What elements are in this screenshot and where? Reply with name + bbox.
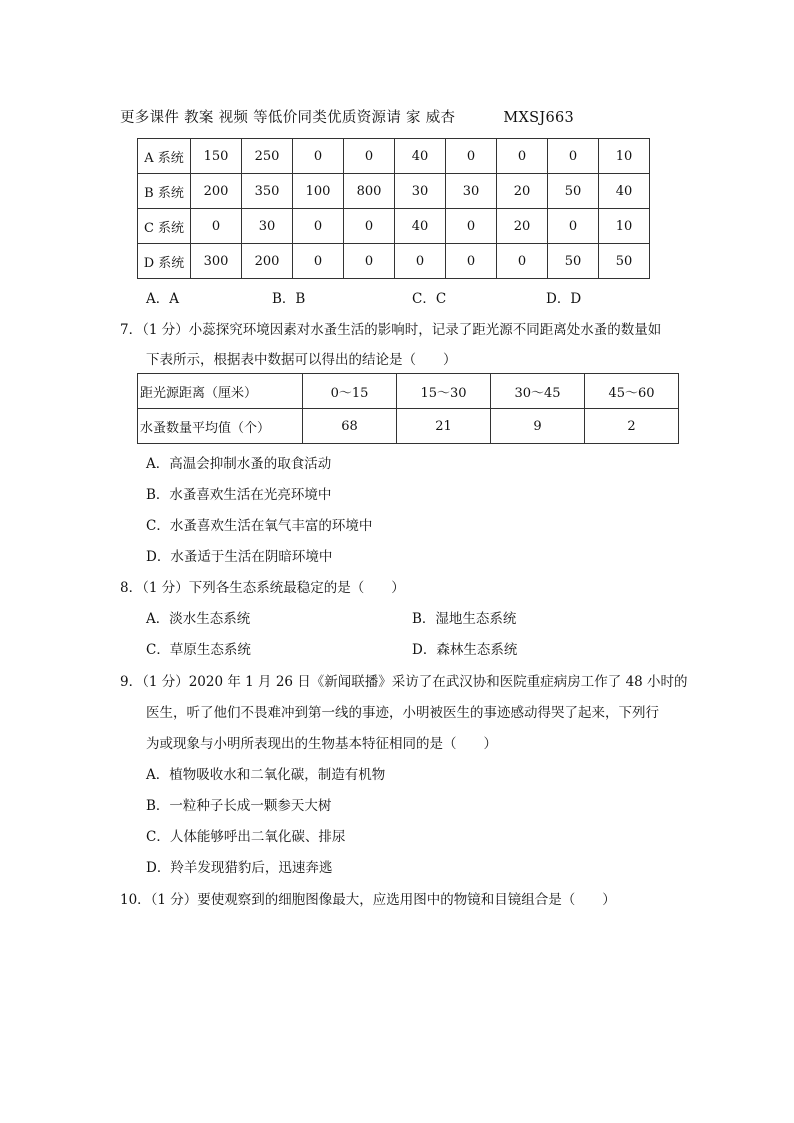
table-cell: 0 [446,244,497,279]
table-row [138,139,650,174]
table-cell: 30 [395,174,446,209]
table-row [138,244,650,279]
table-cell: 50 [599,244,650,279]
table-cell: 20 [497,209,548,244]
row-label: A 系统 [138,139,191,174]
table-cell: 800 [344,174,395,209]
table-cell: 0 [548,209,599,244]
q8-stem: 8．（1 分）下列各生态系统最稳定的是（ ） [120,580,405,596]
q6-option-d: D．D [546,291,582,307]
water-flea-table [137,373,679,444]
q6-option-a: A．A [146,291,179,307]
q8-option-c: C．草原生态系统 [146,642,251,658]
table-cell: 250 [242,139,293,174]
q7-option-b: B．水蚤喜欢生活在光亮环境中 [146,487,332,503]
table-cell: 0 [344,139,395,174]
q9-stem-line2: 医生，听了他们不畏难冲到第一线的事迹，小明被医生的事迹感动得哭了起来，下列行 [146,705,659,721]
q9-stem-line3: 为或现象与小明所表现出的生物基本特征相同的是（ ） [146,736,497,752]
q9-option-d: D．羚羊发现猎豹后，迅速奔逃 [146,860,333,876]
q7-stem-line1: 7．（1 分）小蕊探究环境因素对水蚤生活的影响时，记录了距光源不同距离处水蚤的数量如 [120,322,662,338]
table-cell: 0 [497,244,548,279]
ecosystem-table [137,138,650,279]
q7-option-c: C．水蚤喜欢生活在氧气丰富的环境中 [146,518,373,534]
table-cell: 0 [293,139,344,174]
table-cell: 20 [497,174,548,209]
q7-option-a: A．高温会抑制水蚤的取食活动 [146,456,332,472]
table-cell: 150 [191,139,242,174]
table-cell: 0 [293,244,344,279]
table-row [138,209,650,244]
q10-stem: 10．（1 分）要使观察到的细胞图像最大，应选用图中的物镜和目镜组合是（ ） [120,892,616,908]
table-cell: 0 [395,244,446,279]
t2-header-0: 距光源距离（厘米） [138,374,303,409]
q8-option-b: B．湿地生态系统 [412,611,517,627]
q7-option-d: D．水蚤适于生活在阴暗环境中 [146,549,333,565]
row-label: D 系统 [138,244,191,279]
table-cell: 100 [293,174,344,209]
header-text: 更多课件 教案 视频 等低价同类优质资源请 家 威杏 [120,110,456,126]
row-label: B 系统 [138,174,191,209]
q7-stem-line2: 下表所示，根据表中数据可以得出的结论是（ ） [146,352,457,368]
table-cell: 10 [599,209,650,244]
table-cell: 0 [446,139,497,174]
table-cell: 40 [599,174,650,209]
header-code: MXSJ663 [503,110,575,126]
table-cell: 0 [344,244,395,279]
row-label: C 系统 [138,209,191,244]
table-cell: 0 [191,209,242,244]
table-cell: 0 [446,209,497,244]
t2-header-3: 30～45 [491,374,585,409]
q6-option-c: C．C [412,291,447,307]
t2-cell-1: 68 [303,409,397,444]
t2-cell-0: 水蚤数量平均值（个） [138,409,303,444]
page-header [120,106,574,127]
t2-cell-2: 21 [397,409,491,444]
table-cell: 40 [395,139,446,174]
table-cell: 50 [548,244,599,279]
t2-cell-3: 9 [491,409,585,444]
table-cell: 30 [242,209,293,244]
table-cell: 50 [548,174,599,209]
q9-option-b: B．一粒种子长成一颗参天大树 [146,798,332,814]
table-cell: 40 [395,209,446,244]
table-cell: 0 [344,209,395,244]
table-cell: 350 [242,174,293,209]
table-cell: 0 [548,139,599,174]
table-cell: 30 [446,174,497,209]
q8-option-d: D．森林生态系统 [412,642,518,658]
table-cell: 0 [497,139,548,174]
table-cell: 300 [191,244,242,279]
t2-header-1: 0～15 [303,374,397,409]
table-cell: 200 [242,244,293,279]
table-row [138,174,650,209]
q9-option-c: C．人体能够呼出二氧化碳、排尿 [146,829,346,845]
t2-cell-4: 2 [585,409,679,444]
q8-option-a: A．淡水生态系统 [146,611,251,627]
q9-option-a: A．植物吸收水和二氧化碳，制造有机物 [146,767,386,783]
t2-header-4: 45～60 [585,374,679,409]
q6-option-b: B．B [272,291,306,307]
t2-header-2: 15～30 [397,374,491,409]
table-cell: 0 [293,209,344,244]
table-cell: 10 [599,139,650,174]
table-cell: 200 [191,174,242,209]
q9-stem-line1: 9．（1 分）2020 年 1 月 26 日《新闻联播》采访了在武汉协和医院重症病房工作了 48 小时的 [120,674,688,690]
